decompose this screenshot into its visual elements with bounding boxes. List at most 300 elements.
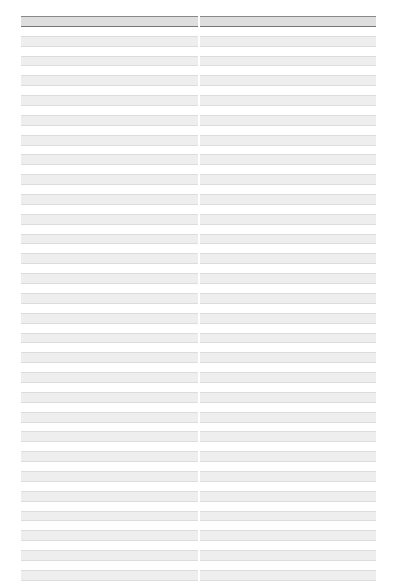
page-cell — [184, 145, 198, 155]
table-row — [21, 432, 198, 442]
lp-cell — [351, 106, 362, 116]
rarity-cell — [159, 195, 173, 205]
lp-cell — [351, 471, 362, 481]
table-row — [21, 570, 198, 580]
table-row — [200, 521, 376, 531]
lp-cell — [351, 36, 362, 46]
column-header-name — [200, 17, 237, 26]
rarity-cell — [159, 551, 173, 561]
type-cell — [314, 531, 337, 541]
name-cell — [200, 155, 237, 165]
rarity-cell — [159, 204, 173, 214]
table-row — [21, 284, 198, 294]
table-row — [21, 551, 198, 561]
kana-cell — [237, 442, 297, 452]
no-cell — [297, 323, 315, 333]
kana-cell — [58, 462, 118, 472]
page-cell — [184, 303, 198, 313]
type-cell — [136, 452, 159, 462]
name-cell — [200, 412, 237, 422]
lp-cell — [351, 264, 362, 274]
table-row — [200, 560, 376, 570]
rarity-cell — [159, 165, 173, 175]
name-cell — [200, 323, 237, 333]
type-cell — [314, 264, 337, 274]
name-cell — [21, 234, 58, 244]
type-cell — [136, 145, 159, 155]
page-cell — [184, 175, 198, 185]
rarity-cell — [337, 96, 351, 106]
lp-cell — [173, 155, 184, 165]
table-row — [21, 86, 198, 96]
type-cell — [136, 135, 159, 145]
no-cell — [297, 66, 315, 76]
type-cell — [314, 244, 337, 254]
kana-cell — [237, 204, 297, 214]
table-row — [200, 264, 376, 274]
lp-cell — [173, 165, 184, 175]
rarity-cell — [337, 66, 351, 76]
rarity-cell — [159, 214, 173, 224]
no-cell — [118, 254, 136, 264]
page-cell — [184, 363, 198, 373]
table-row — [200, 323, 376, 333]
no-cell — [118, 412, 136, 422]
rarity-cell — [159, 373, 173, 383]
no-cell — [118, 56, 136, 66]
page-cell — [184, 343, 198, 353]
name-cell — [21, 26, 58, 36]
name-cell — [21, 204, 58, 214]
name-cell — [200, 204, 237, 214]
page-cell — [362, 382, 376, 392]
kana-cell — [237, 353, 297, 363]
lp-cell — [351, 402, 362, 412]
rarity-cell — [159, 106, 173, 116]
no-cell — [297, 46, 315, 56]
page-cell — [184, 353, 198, 363]
type-cell — [314, 382, 337, 392]
type-cell — [136, 541, 159, 551]
table-row — [200, 284, 376, 294]
no-cell — [297, 313, 315, 323]
name-cell — [200, 452, 237, 462]
rarity-cell — [159, 402, 173, 412]
page-cell — [184, 185, 198, 195]
table-row — [21, 373, 198, 383]
type-cell — [136, 195, 159, 205]
name-cell — [200, 501, 237, 511]
rarity-cell — [159, 541, 173, 551]
page-cell — [184, 155, 198, 165]
lp-cell — [351, 86, 362, 96]
type-cell — [314, 66, 337, 76]
table-row — [21, 46, 198, 56]
name-cell — [21, 96, 58, 106]
name-cell — [200, 86, 237, 96]
rarity-cell — [337, 115, 351, 125]
kana-cell — [58, 76, 118, 86]
rarity-cell — [159, 481, 173, 491]
type-cell — [314, 541, 337, 551]
lp-cell — [173, 481, 184, 491]
rarity-cell — [159, 26, 173, 36]
table-row — [200, 471, 376, 481]
kana-cell — [58, 56, 118, 66]
rarity-cell — [159, 501, 173, 511]
type-cell — [136, 412, 159, 422]
kana-cell — [58, 115, 118, 125]
type-cell — [314, 115, 337, 125]
no-cell — [297, 254, 315, 264]
lp-cell — [173, 214, 184, 224]
rarity-cell — [337, 284, 351, 294]
rarity-cell — [159, 412, 173, 422]
type-cell — [314, 86, 337, 96]
type-cell — [314, 412, 337, 422]
lp-cell — [173, 570, 184, 580]
table-row — [21, 313, 198, 323]
name-cell — [21, 353, 58, 363]
kana-cell — [58, 363, 118, 373]
page-cell — [184, 264, 198, 274]
name-cell — [21, 224, 58, 234]
name-cell — [21, 531, 58, 541]
name-cell — [21, 135, 58, 145]
kana-cell — [237, 541, 297, 551]
no-cell — [297, 125, 315, 135]
type-cell — [136, 264, 159, 274]
page-cell — [362, 521, 376, 531]
no-cell — [297, 145, 315, 155]
rarity-cell — [159, 145, 173, 155]
no-cell — [118, 46, 136, 56]
name-cell — [21, 56, 58, 66]
table-row — [200, 551, 376, 561]
kana-cell — [237, 155, 297, 165]
type-cell — [136, 303, 159, 313]
page-cell — [184, 244, 198, 254]
kana-cell — [237, 471, 297, 481]
column-header-rarity — [159, 17, 173, 26]
kana-cell — [237, 551, 297, 561]
page-cell — [184, 570, 198, 580]
page-cell — [362, 303, 376, 313]
kana-cell — [237, 501, 297, 511]
page-cell — [362, 293, 376, 303]
lp-cell — [351, 125, 362, 135]
kana-cell — [237, 106, 297, 116]
no-cell — [118, 36, 136, 46]
name-cell — [200, 363, 237, 373]
no-cell — [118, 531, 136, 541]
kana-cell — [58, 432, 118, 442]
rarity-cell — [159, 86, 173, 96]
no-cell — [118, 343, 136, 353]
type-cell — [314, 481, 337, 491]
kana-cell — [237, 254, 297, 264]
lp-cell — [351, 353, 362, 363]
table-row — [200, 442, 376, 452]
type-cell — [136, 284, 159, 294]
type-cell — [314, 452, 337, 462]
table-row — [21, 481, 198, 491]
name-cell — [200, 274, 237, 284]
table-row — [200, 274, 376, 284]
rarity-cell — [337, 560, 351, 570]
no-cell — [118, 570, 136, 580]
page-cell — [362, 511, 376, 521]
table-row — [200, 303, 376, 313]
column-header-kana — [237, 17, 297, 26]
rarity-cell — [159, 36, 173, 46]
table-row — [200, 254, 376, 264]
kana-cell — [58, 560, 118, 570]
table-row — [21, 135, 198, 145]
page-cell — [184, 76, 198, 86]
no-cell — [118, 175, 136, 185]
no-cell — [118, 115, 136, 125]
type-cell — [136, 204, 159, 214]
page-cell — [184, 125, 198, 135]
page-cell — [362, 452, 376, 462]
listing-panel-right — [200, 16, 376, 581]
no-cell — [118, 511, 136, 521]
lp-cell — [173, 234, 184, 244]
rarity-cell — [337, 501, 351, 511]
page-cell — [184, 432, 198, 442]
name-cell — [21, 412, 58, 422]
page-cell — [184, 96, 198, 106]
type-cell — [136, 76, 159, 86]
name-cell — [200, 195, 237, 205]
kana-cell — [237, 185, 297, 195]
column-header-lp — [351, 17, 362, 26]
lp-cell — [351, 185, 362, 195]
kana-cell — [237, 373, 297, 383]
page-cell — [362, 471, 376, 481]
lp-cell — [173, 135, 184, 145]
kana-cell — [237, 402, 297, 412]
kana-cell — [58, 274, 118, 284]
type-cell — [314, 462, 337, 472]
name-cell — [200, 521, 237, 531]
type-cell — [314, 106, 337, 116]
lp-cell — [173, 343, 184, 353]
name-cell — [200, 175, 237, 185]
listing-table-left — [21, 17, 198, 581]
lp-cell — [351, 541, 362, 551]
table-header-row — [200, 17, 376, 26]
page-cell — [362, 501, 376, 511]
kana-cell — [58, 373, 118, 383]
lp-cell — [351, 511, 362, 521]
rarity-cell — [337, 135, 351, 145]
rarity-cell — [337, 333, 351, 343]
name-cell — [200, 471, 237, 481]
lp-cell — [351, 491, 362, 501]
no-cell — [118, 165, 136, 175]
page-cell — [362, 422, 376, 432]
type-cell — [314, 284, 337, 294]
no-cell — [118, 560, 136, 570]
table-row — [200, 46, 376, 56]
lp-cell — [173, 106, 184, 116]
no-cell — [297, 293, 315, 303]
page-cell — [362, 491, 376, 501]
type-cell — [136, 175, 159, 185]
type-cell — [314, 323, 337, 333]
table-row — [21, 195, 198, 205]
lp-cell — [173, 442, 184, 452]
rarity-cell — [337, 511, 351, 521]
page-cell — [362, 66, 376, 76]
rarity-cell — [337, 76, 351, 86]
page-cell — [184, 422, 198, 432]
kana-cell — [58, 343, 118, 353]
kana-cell — [58, 570, 118, 580]
kana-cell — [58, 96, 118, 106]
page-cell — [362, 570, 376, 580]
lp-cell — [351, 234, 362, 244]
table-row — [200, 541, 376, 551]
name-cell — [200, 402, 237, 412]
rarity-cell — [159, 76, 173, 86]
page-cell — [362, 323, 376, 333]
type-cell — [314, 56, 337, 66]
type-cell — [314, 491, 337, 501]
lp-cell — [173, 541, 184, 551]
table-row — [21, 442, 198, 452]
name-cell — [21, 343, 58, 353]
rarity-cell — [337, 125, 351, 135]
name-cell — [200, 185, 237, 195]
type-cell — [314, 353, 337, 363]
table-row — [21, 244, 198, 254]
lp-cell — [351, 432, 362, 442]
no-cell — [297, 333, 315, 343]
table-row — [21, 293, 198, 303]
rarity-cell — [159, 293, 173, 303]
type-cell — [136, 432, 159, 442]
rarity-cell — [337, 244, 351, 254]
lp-cell — [173, 115, 184, 125]
rarity-cell — [337, 353, 351, 363]
kana-cell — [237, 293, 297, 303]
kana-cell — [237, 481, 297, 491]
name-cell — [200, 264, 237, 274]
lp-cell — [173, 491, 184, 501]
page-cell — [362, 185, 376, 195]
no-cell — [297, 570, 315, 580]
table-row — [21, 333, 198, 343]
type-cell — [314, 135, 337, 145]
lp-cell — [351, 501, 362, 511]
kana-cell — [58, 442, 118, 452]
page-cell — [184, 224, 198, 234]
kana-cell — [237, 36, 297, 46]
kana-cell — [237, 214, 297, 224]
type-cell — [136, 363, 159, 373]
type-cell — [314, 185, 337, 195]
no-cell — [118, 145, 136, 155]
table-row — [21, 56, 198, 66]
kana-cell — [237, 521, 297, 531]
rarity-cell — [159, 452, 173, 462]
type-cell — [314, 204, 337, 214]
kana-cell — [237, 432, 297, 442]
no-cell — [297, 551, 315, 561]
lp-cell — [173, 333, 184, 343]
lp-cell — [173, 353, 184, 363]
rarity-cell — [337, 195, 351, 205]
lp-cell — [173, 86, 184, 96]
page-cell — [184, 491, 198, 501]
page-cell — [184, 412, 198, 422]
type-cell — [136, 86, 159, 96]
lp-cell — [173, 284, 184, 294]
name-cell — [21, 521, 58, 531]
type-cell — [314, 195, 337, 205]
table-row — [200, 432, 376, 442]
kana-cell — [237, 175, 297, 185]
type-cell — [314, 224, 337, 234]
lp-cell — [351, 115, 362, 125]
name-cell — [200, 551, 237, 561]
type-cell — [314, 501, 337, 511]
page-cell — [184, 560, 198, 570]
name-cell — [200, 46, 237, 56]
no-cell — [297, 471, 315, 481]
kana-cell — [58, 284, 118, 294]
page-cell — [184, 165, 198, 175]
column-header-no — [118, 17, 136, 26]
type-cell — [314, 511, 337, 521]
name-cell — [21, 541, 58, 551]
table-row — [200, 373, 376, 383]
page-cell — [362, 234, 376, 244]
listing-table-right — [200, 17, 376, 581]
kana-cell — [237, 531, 297, 541]
lp-cell — [173, 412, 184, 422]
name-cell — [200, 234, 237, 244]
table-row — [200, 224, 376, 234]
no-cell — [118, 481, 136, 491]
kana-cell — [237, 86, 297, 96]
kana-cell — [237, 313, 297, 323]
rarity-cell — [159, 323, 173, 333]
page-cell — [362, 264, 376, 274]
type-cell — [136, 442, 159, 452]
table-row — [200, 106, 376, 116]
type-cell — [136, 155, 159, 165]
kana-cell — [58, 382, 118, 392]
rarity-cell — [337, 491, 351, 501]
no-cell — [297, 560, 315, 570]
rarity-cell — [159, 254, 173, 264]
no-cell — [118, 323, 136, 333]
name-cell — [21, 86, 58, 96]
lp-cell — [351, 303, 362, 313]
kana-cell — [58, 501, 118, 511]
page-cell — [362, 204, 376, 214]
kana-cell — [58, 254, 118, 264]
page-cell — [362, 145, 376, 155]
page-cell — [184, 115, 198, 125]
kana-cell — [237, 511, 297, 521]
type-cell — [314, 402, 337, 412]
type-cell — [314, 175, 337, 185]
